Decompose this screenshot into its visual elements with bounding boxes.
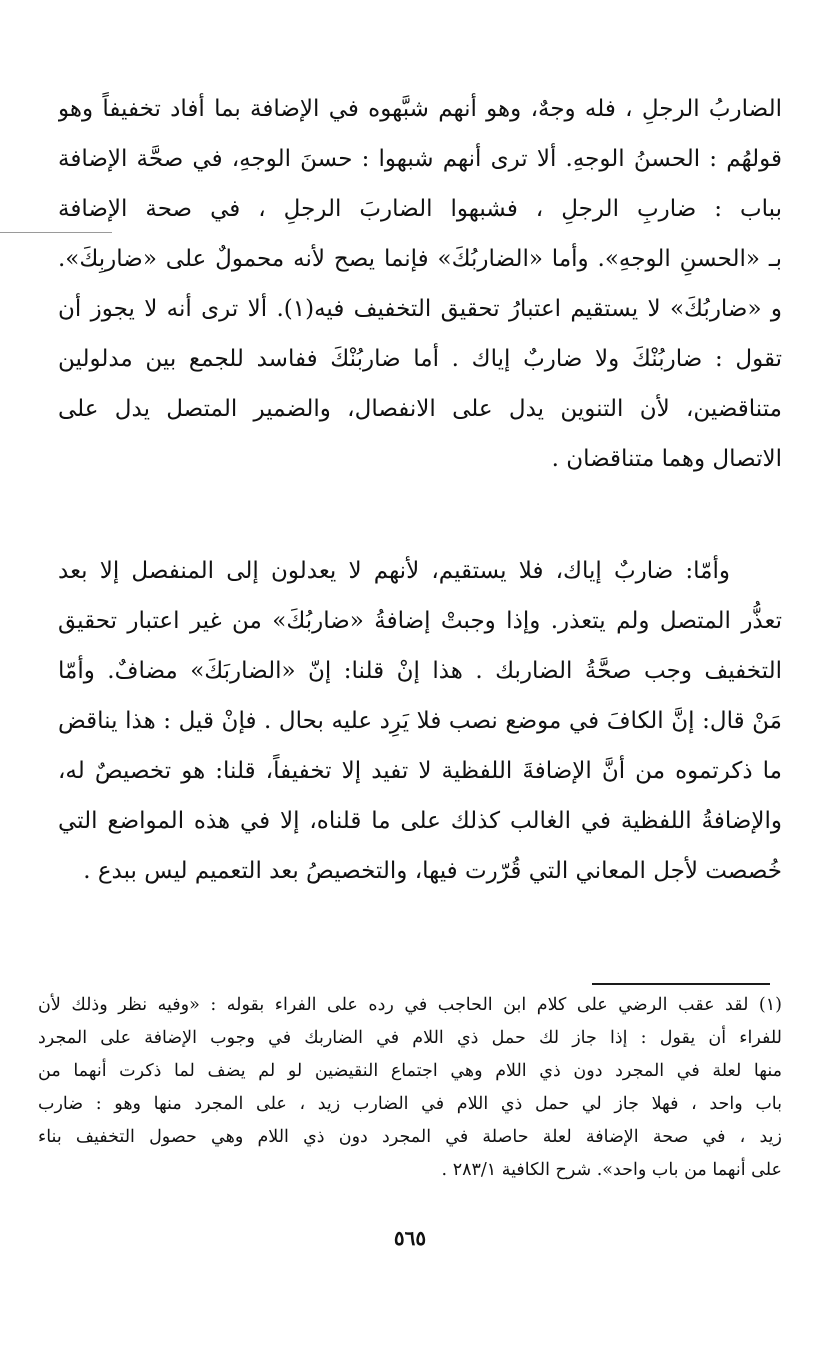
text-line: و «ضاربُكَ» لا يستقيم اعتبارُ تحقيق التخفيف فيه(١). ألا ترى أنه لا يجوز أن — [58, 296, 782, 322]
footnote — [38, 989, 782, 1187]
footnote-separator — [592, 983, 770, 985]
footnote-line: زيد ، في صحة الإضافة لعلة حاصلة في المجرد دون ذي اللام وهي حصول التخفيف بناء — [38, 1127, 782, 1147]
paragraph-spacer — [58, 484, 782, 546]
text-line: متناقضين، لأن التنوين يدل على الانفصال، والضمير المتصل يدل على — [58, 396, 782, 422]
text-line: والإضافةُ اللفظية في الغالب كذلك على ما قلناه، إلا في هذه المواضع التي — [58, 808, 782, 834]
footnote-line: باب واحد ، فهلا جاز لي حمل ذي اللام في الضارب زيد ، على المجرد منها وهو : ضارب — [38, 1094, 782, 1114]
text-line: الضاربُ الرجلِ ، فله وجهٌ، وهو أنهم شبَّهوه في الإضافة بما أفاد تخفيفاً وهو — [58, 96, 782, 122]
footnote-line: منها لعلة في المجرد دون ذي اللام وهي اجتماع النقيضين لو لم يضف لما ذكرت أنهما من — [38, 1061, 782, 1081]
text-line: بـ «الحسنِ الوجهِ». وأما «الضاربُكَ» فإنما يصح لأنه محمولٌ على «ضاربِكَ». — [58, 246, 782, 272]
text-line: ما ذكرتموه من أنَّ الإضافةَ اللفظية لا تفيد إلا تخفيفاً، قلنا: هو تخصيصٌ له، — [58, 758, 782, 784]
text-line: التخفيف وجب صحَّةُ الضاربك . هذا إنْ قلنا: إنّ «الضاربَكَ» مضافٌ. وأمّا — [58, 658, 782, 684]
paragraph-1 — [58, 84, 782, 484]
page-number: ٥٦٥ — [393, 1226, 427, 1250]
text-line: وأمّا: ضاربٌ إياك، فلا يستقيم، لأنهم لا يعدلون إلى المنفصل إلا بعد — [58, 558, 730, 584]
text-line: خُصصت لأجل المعاني التي قُرّرت فيها، والتخصيصُ بعد التعميم ليس ببدع . — [83, 858, 782, 884]
footnote-line: على أنهما من باب واحد». شرح الكافية ٢٨٣/١ . — [441, 1160, 782, 1180]
text-line: قولهُم : الحسنُ الوجهِ. ألا ترى أنهم شبهوا : حسنَ الوجهِ، في صحَّة الإضافة — [58, 146, 782, 172]
footnote-line: (١) لقد عقب الرضي على كلام ابن الحاجب في رده على الفراء بقوله : «وفيه نظر وذلك لأن — [38, 995, 782, 1015]
text-line: تقول : ضاربُنْكَ ولا ضاربٌ إياك . أما ضاربُنْكَ ففاسد للجمع بين مدلولين — [58, 346, 782, 372]
text-line: بباب : ضاربِ الرجلِ ، فشبهوا الضاربَ الرجلِ ، في صحة الإضافة — [58, 196, 782, 222]
paragraph-2 — [58, 546, 782, 896]
text-line: الاتصال وهما متناقضان . — [551, 446, 782, 472]
text-line: تعذُّر المتصل ولم يتعذر. وإذا وجبتْ إضافةُ «ضاربُكَ» من غير اعتبار تحقيق — [58, 608, 782, 634]
footnote-line: للفراء أن يقول : إذا جاز لك حمل ذي اللام في الضاربك في وجوب الإضافة على المجرد — [38, 1028, 782, 1048]
text-line: مَنْ قال: إنَّ الكافَ في موضع نصب فلا يَرِد عليه بحال . فإنْ قيل : هذا يناقض — [58, 708, 782, 734]
main-text — [58, 84, 782, 896]
